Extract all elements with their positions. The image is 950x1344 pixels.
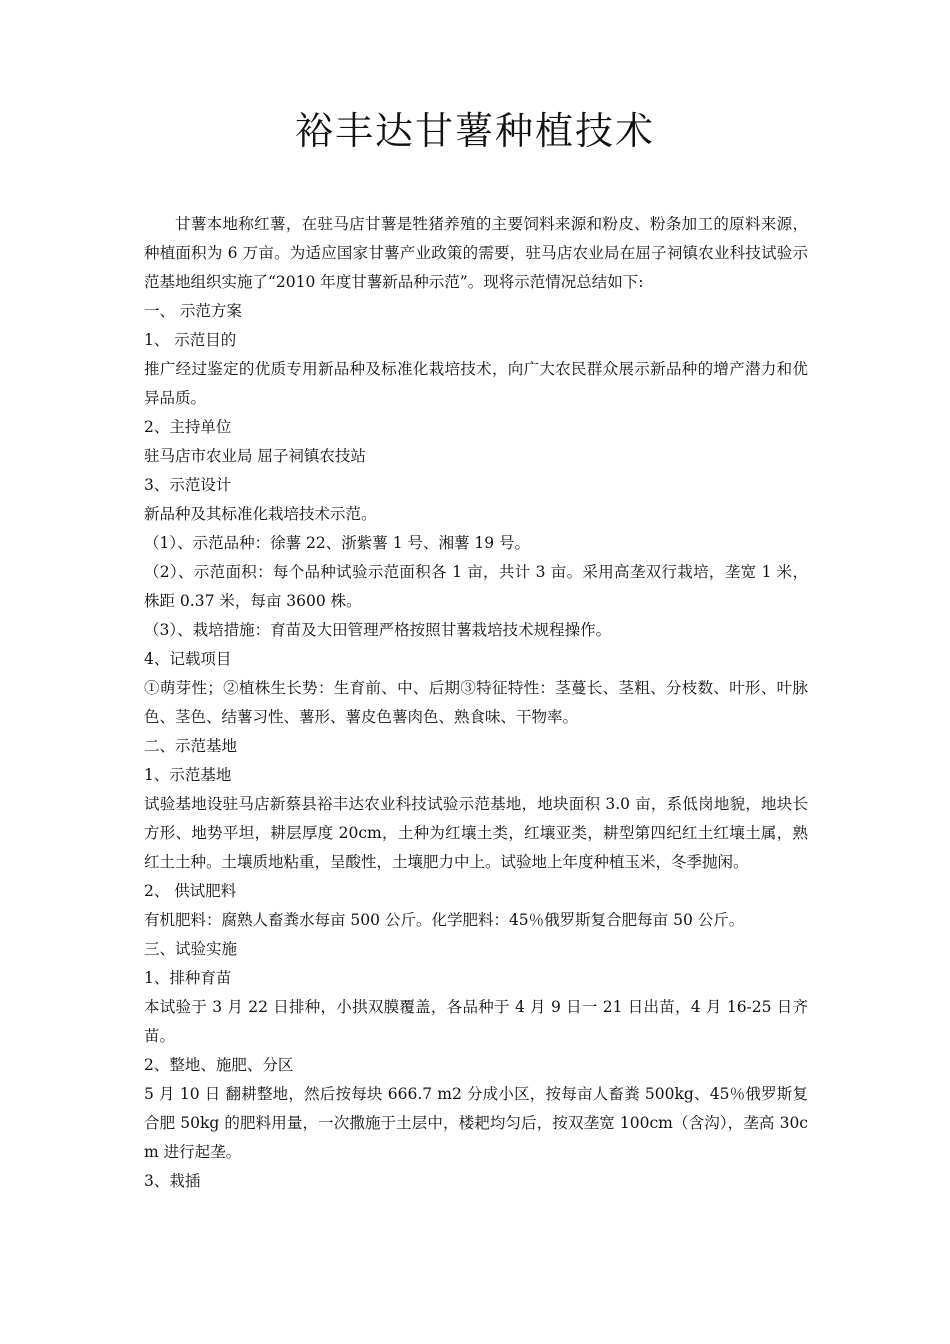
body-paragraph: ①萌芽性；②植株生长势：生育前、中、后期③特征特性：茎蔓长、茎粗、分枝数、叶形、叶脉色、茎色、结薯习性、薯形、薯皮色薯肉色、熟食味、干物率。 (144, 679, 808, 726)
body-paragraph: 本试验于 3 月 22 日排种，小拱双膜覆盖，各品种于 4 月 9 日一 21 日出苗，4 月 16-25 日齐苗。 (144, 998, 808, 1045)
subsection-heading: 2、 供试肥料 (144, 882, 237, 900)
body-paragraph: 5 月 10 日 翻耕整地，然后按每块 666.7 m2 分成小区，按每亩人畜粪 500kg、45％俄罗斯复合肥 50kg 的肥料用量，一次撒施于土层中，楼耙均匀后，按双垄宽 100cm（含沟），垄高 30cm 进行起垄。 (144, 1085, 808, 1161)
list-item: （1）、示范品种：徐薯 22、浙紫薯 1 号、湘薯 19 号。 (144, 534, 531, 552)
subsection-heading: 2、主持单位 (144, 418, 232, 436)
body-paragraph: 试验基地设驻马店新蔡县裕丰达农业科技试验示范基地，地块面积 3.0 亩，系低岗地貌，地块长方形、地势平坦，耕层厚度 20cm，土种为红壤土类，红壤亚类，耕型第四纪红土红壤土属，熟红土土种。土壤质地粘重，呈酸性，土壤肥力中上。试验地上年度种植玉米，冬季抛闲。 (144, 795, 808, 871)
list-item: （3）、栽培措施：育苗及大田管理严格按照甘薯栽培技术规程操作。 (144, 621, 612, 639)
section-heading-2: 二、示范基地 (144, 737, 238, 755)
subsection-heading: 2、整地、施肥、分区 (144, 1056, 294, 1074)
body-paragraph: 推广经过鉴定的优质专用新品种及标准化栽培技术，向广大农民群众展示新品种的增产潜力和优异品质。 (144, 360, 808, 407)
section-heading-3: 三、试验实施 (144, 940, 238, 958)
subsection-heading: 1、示范基地 (144, 766, 232, 784)
subsection-heading: 1、 示范目的 (144, 331, 237, 349)
subsection-heading: 3、示范设计 (144, 476, 232, 494)
document-body (144, 210, 808, 1196)
subsection-heading: 3、栽插 (144, 1172, 201, 1190)
list-item: （2）、示范面积：每个品种试验示范面积各 1 亩，共计 3 亩。采用高垄双行栽培，垄宽 1 米，株距 0.37 米，每亩 3600 株。 (144, 563, 808, 610)
body-paragraph: 新品种及其标准化栽培技术示范。 (144, 505, 377, 523)
body-paragraph: 有机肥料：腐熟人畜粪水每亩 500 公斤。化学肥料：45％俄罗斯复合肥每亩 50 公斤。 (144, 911, 745, 929)
document-title: 裕丰达甘薯种植技术 (294, 109, 655, 153)
subsection-heading: 4、记载项目 (144, 650, 232, 668)
section-heading-1: 一、 示范方案 (144, 302, 242, 320)
subsection-heading: 1、排种育苗 (144, 969, 232, 987)
intro-paragraph: 甘薯本地称红薯，在驻马店甘薯是牲猪养殖的主要饲料来源和粉皮、粉条加工的原料来源，种植面积为 6 万亩。为适应国家甘薯产业政策的需要，驻马店农业局在屈子祠镇农业科技试验示范基地组织实施了“2010 年度甘薯新品种示范”。现将示范情况总结如下: (144, 215, 808, 291)
body-paragraph: 驻马店市农业局 屈子祠镇农技站 (144, 447, 366, 465)
